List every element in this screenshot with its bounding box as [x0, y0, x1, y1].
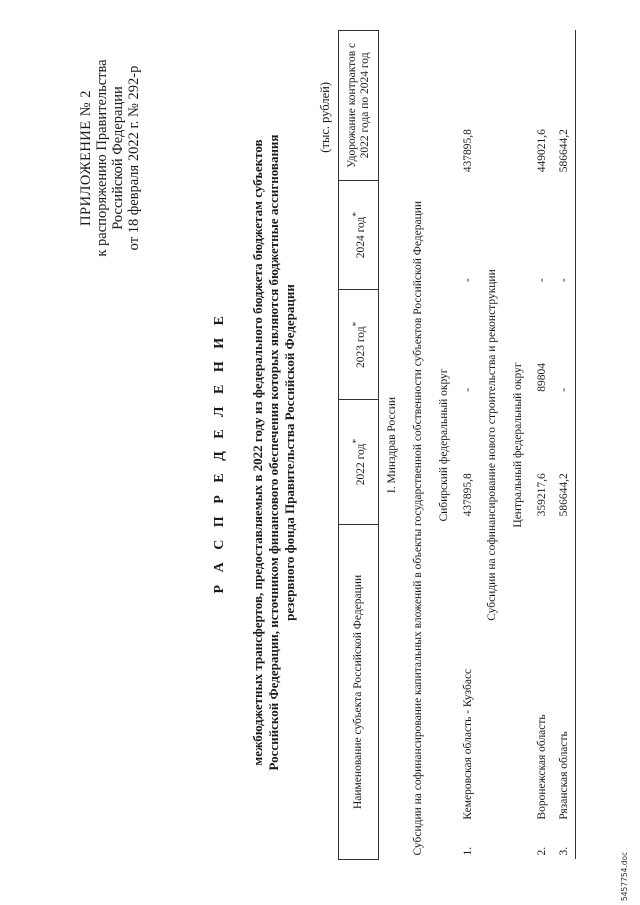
header-2024: 2024 год*: [339, 180, 379, 290]
row-increase: 586644,2: [553, 31, 576, 181]
row-increase: 437895,8: [462, 129, 474, 173]
table-row: [457, 31, 479, 860]
district-label-1: Сибирский федеральный округ: [438, 368, 450, 522]
header-2022: 2022 год*: [339, 400, 379, 525]
document-subtitle: [250, 60, 298, 845]
appendix-block: [78, 28, 142, 288]
subsidy-row-1: [405, 31, 431, 860]
units-label: (тыс. рублей): [318, 82, 332, 153]
row-index: 2.: [536, 846, 548, 856]
subsidy-label-1: Субсидии на софинансирование капитальных вложений в объекты государственной собственности субъектов Российской Федерации: [412, 200, 424, 856]
appendix-line-1: к распоряжению Правительства: [94, 59, 110, 257]
row-increase: 449021,6: [536, 129, 548, 173]
table-header-row: [339, 31, 379, 860]
table-row: [553, 31, 576, 860]
district-label-2: Центральный федеральный округ: [512, 362, 524, 528]
row-name: Кемеровская область - Кузбасс: [462, 668, 474, 820]
subsidy-label-2: Субсидии на софинансирование нового строительства и реконструкции: [486, 269, 498, 621]
file-code: 5457754.doc: [620, 851, 629, 901]
allocation-table: [338, 30, 576, 860]
table-row: [531, 31, 553, 860]
ministry-row: [379, 31, 406, 860]
document-title: Р А С П Р Е Д Е Л Е Н И Е: [212, 311, 227, 594]
header-increase: Удорожание контрактов с 2022 года по 2024 год: [339, 31, 379, 181]
row-2023: -: [462, 387, 474, 392]
row-2023: 89804: [536, 362, 548, 392]
header-name: Наименование субъекта Российской Федерации: [339, 524, 379, 859]
row-index: 1.: [462, 846, 474, 856]
row-2024: -: [536, 278, 548, 282]
subtitle-line-3: резервного фонда Правительства Российской Федерации: [282, 284, 297, 621]
row-2022: 586644,2: [553, 400, 576, 525]
row-2024: -: [462, 278, 474, 282]
row-2022: 359217,6: [536, 473, 548, 517]
subtitle-line-2: Российской Федерации, источником финансового обеспечения которых являются бюджетные ассигнования: [266, 134, 281, 771]
header-2023: 2023 год*: [339, 290, 379, 400]
ministry-label: I. Минздрав России: [386, 396, 398, 494]
row-2024: -: [553, 180, 576, 290]
appendix-line-2: Российской Федерации: [110, 86, 126, 230]
district-row-1: [431, 31, 457, 860]
subsidy-row-2: [479, 31, 505, 860]
district-row-2: [505, 31, 531, 860]
row-2023: -: [553, 290, 576, 400]
row-2022: 437895,8: [462, 473, 474, 517]
subtitle-line-1: межбюджетных трансфертов, предоставляемых в 2022 году из федерального бюджета бюджетам субъектов: [250, 139, 265, 766]
appendix-title: ПРИЛОЖЕНИЕ № 2: [78, 90, 94, 226]
row-index: 3.: [553, 824, 576, 860]
row-name: Воронежская область: [536, 714, 548, 820]
appendix-line-3: от 18 февраля 2022 г. № 292-р: [126, 65, 142, 251]
row-name: Рязанская область: [553, 524, 576, 823]
